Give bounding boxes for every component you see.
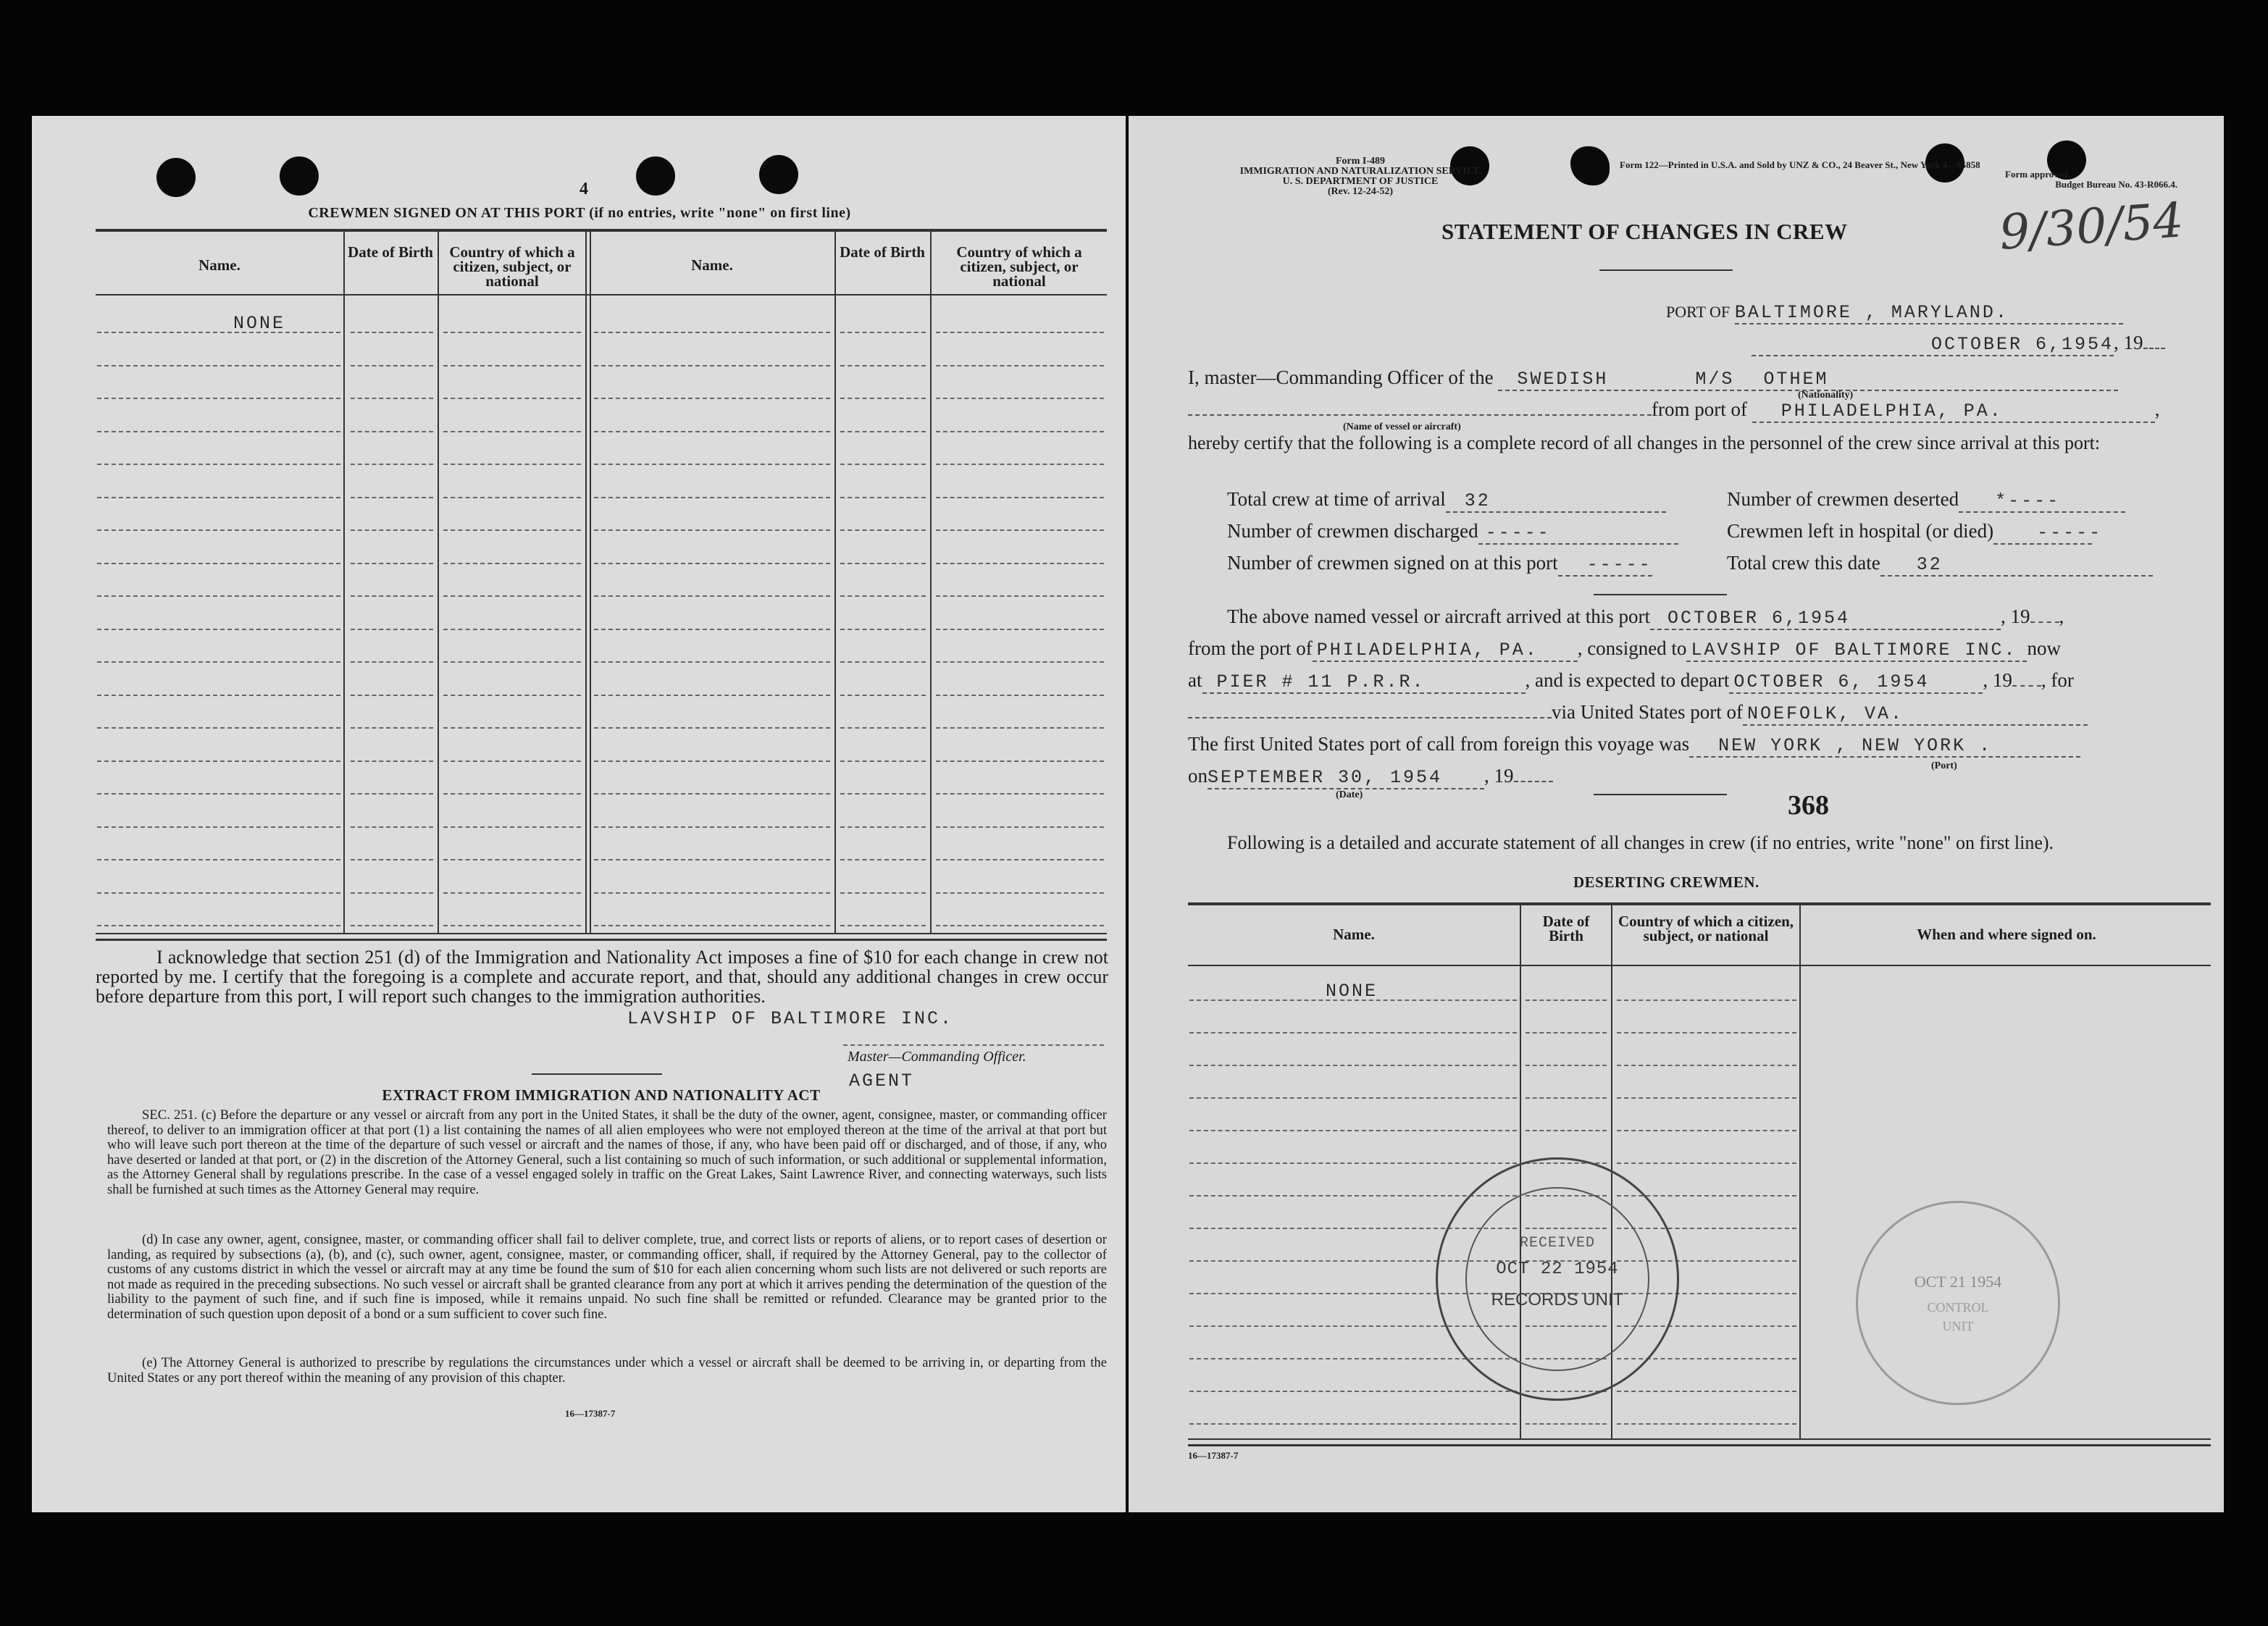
col-header-country-2: Country of which a citizen, subject, or national xyxy=(956,243,1082,290)
ruled-line xyxy=(840,398,926,399)
ruled-line xyxy=(594,892,830,894)
ruled-line xyxy=(594,595,830,597)
ruled-line xyxy=(351,727,433,729)
ruled-line xyxy=(594,431,830,432)
printer-line: Form 122—Printed in U.S.A. and Sold by UNZ & CO., 24 Beaver St., New York 4—65858 xyxy=(1620,159,1980,170)
ruled-line xyxy=(351,529,433,531)
ruled-line xyxy=(97,563,340,564)
ruled-line xyxy=(443,925,581,926)
footer-code: 16—17387-7 xyxy=(565,1408,616,1419)
ruled-line xyxy=(594,563,830,564)
via-line: via United States port of NOEFOLK, VA. xyxy=(1188,701,2088,726)
ruled-line xyxy=(936,695,1104,696)
ruled-line xyxy=(840,793,926,795)
nationality-caption: (Nationality) xyxy=(1798,390,1854,401)
form-header xyxy=(1187,156,1534,197)
col-header-name: Name. xyxy=(198,256,240,274)
ruled-line xyxy=(1189,1391,1517,1392)
depart-value: OCTOBER 6, 1954 xyxy=(1729,671,1983,694)
ruled-line xyxy=(97,859,340,860)
col-header-country: Country of which a citizen, subject, or national xyxy=(449,243,575,290)
ruled-line xyxy=(97,727,340,729)
ruled-line xyxy=(936,431,1104,432)
ruled-line xyxy=(936,892,1104,894)
section-e-text: (e) The Attorney General is authorized to prescribe by regulations the circumstances under which a vessel or aircraft shall be deemed to be arriving in, or departing from the United States or any port thereof within the meaning of any provision of this chapter. xyxy=(107,1355,1107,1386)
discharged-line: Number of crewmen discharged ----- xyxy=(1227,520,1678,545)
ruled-line xyxy=(936,925,1104,926)
ruled-line xyxy=(443,760,581,762)
section-c-text: SEC. 251. (c) Before the departure or any vessel or aircraft from any port in the United States, it shall be the duty of the owner, agent, consignee, master, or commanding officer thereof, to deliver to an immigration officer at that port (1) a list containing the names of all alien employees who were not employed thereon at the time of the arrival at that port but who will leave such port thereon at the time of the departure of such vessel or aircraft and the names of those, if any, who have been paid off or discharged, and of those, if any, who have deserted or landed at that port, or (2) in the discretion of the Attorney General, such a list containing so much of such information, or such additional or supplemental information, as the Attorney General shall by regulations prescribe. In the case of a vessel engaged solely in traffic on the Great Lakes, Saint Lawrence River, and connecting waterways, such lists shall be furnished at such times as the Attorney General may require. xyxy=(107,1107,1107,1197)
from-port-line: from port of PHILADELPHIA, PA. , xyxy=(1188,398,2159,423)
from-port-of-value: PHILADELPHIA, PA. xyxy=(1313,640,1578,662)
signed-on-value: ----- xyxy=(1558,554,1652,577)
left-page xyxy=(32,116,1126,1512)
ruled-line xyxy=(443,332,581,333)
ruled-line xyxy=(97,398,340,399)
arrived-line: The above named vessel or aircraft arrived at this port OCTOBER 6,1954 , 19 , xyxy=(1227,605,2064,629)
ruled-line xyxy=(351,859,433,860)
ruled-line xyxy=(351,365,433,366)
hospital-line: Crewmen left in hospital (or died) ----- xyxy=(1727,520,2103,543)
ruled-line xyxy=(97,661,340,663)
ruled-line xyxy=(594,529,830,531)
ruled-line xyxy=(1617,1000,1796,1001)
ruled-line xyxy=(840,727,926,729)
signer-label: Master—Commanding Officer. xyxy=(848,1049,1026,1065)
ruled-line xyxy=(1617,1065,1796,1066)
ruled-line xyxy=(97,925,340,926)
ruled-line xyxy=(840,595,926,597)
revision-date: (Rev. 12-24-52) xyxy=(1327,186,1394,197)
ruled-line xyxy=(594,398,830,399)
ruled-line xyxy=(351,563,433,564)
ruled-line xyxy=(443,365,581,366)
ruled-line xyxy=(936,760,1104,762)
arrived-value: OCTOBER 6,1954 xyxy=(1650,608,2001,630)
ruled-line xyxy=(1189,1065,1517,1066)
approval-block: Form approved. Budget Bureau No. 43-R066.4. xyxy=(2005,169,2177,190)
ruled-line xyxy=(936,859,1104,860)
ruled-line xyxy=(443,464,581,465)
ruled-line xyxy=(443,661,581,663)
ruled-line xyxy=(840,563,926,564)
ruled-line xyxy=(840,497,926,498)
col-header-country: Country of which a citizen, subject, or national xyxy=(1618,913,1794,944)
col-header-dob-2: Date of Birth xyxy=(840,243,925,261)
ruled-line xyxy=(351,497,433,498)
agent-label: AGENT xyxy=(849,1070,915,1091)
ruled-line xyxy=(1617,1097,1796,1099)
department-name: U. S. DEPARTMENT OF JUSTICE xyxy=(1282,176,1439,187)
ruled-line xyxy=(443,497,581,498)
page-number: 4 xyxy=(579,180,588,198)
ruled-line xyxy=(840,695,926,696)
ruled-line xyxy=(1617,1130,1796,1131)
ruled-line xyxy=(594,727,830,729)
ruled-line xyxy=(1526,1423,1607,1425)
from-port-of-line: from the port of PHILADELPHIA, PA. , consigned to LAVSHIP OF BALTIMORE INC. now xyxy=(1188,637,2061,661)
ruled-line xyxy=(840,826,926,828)
master-line: I, master—Commanding Officer of the SWEDISH M/S OTHEM xyxy=(1188,366,2118,391)
section-d-text: (d) In case any owner, agent, consignee, master, or commanding officer shall fail to deliver complete, true, and correct lists or reports of aliens, or to report cases of desertion or landing, as required by subsections (a), (b), and (c), such owner, agent, consignee, master, or commanding officer, shall, if required by the Attorney General, pay to the collector of customs of any customs district in which the vessel or aircraft may at any time be found the sum of $10 for each alien concerning whom such lists are not delivered or such reports are not made as required in the preceding subsections. No such vessel or aircraft shall be granted clearance from any port at which it arrives pending the determination of the question of the liability to the payment of such fine, and if such fine is imposed, while it remains unpaid. No such fine shall be remitted or refunded. Clearance may be granted prior to the determination of such question upon deposit of a bond or a sum sufficient to cover such fine. xyxy=(107,1232,1107,1322)
ruled-line xyxy=(443,892,581,894)
ruled-line xyxy=(351,661,433,663)
ruled-line xyxy=(1189,1162,1517,1164)
punch-hole xyxy=(280,156,319,196)
ruled-line xyxy=(936,595,1104,597)
ruled-line xyxy=(840,529,926,531)
ruled-line xyxy=(936,563,1104,564)
ruled-line xyxy=(97,365,340,366)
following-text: Following is a detailed and accurate statement of all changes in crew (if no entries, write "none" on first line). xyxy=(1227,832,2054,853)
via-value: NOEFOLK, VA. xyxy=(1743,703,2088,726)
ruled-line xyxy=(97,826,340,828)
ruled-line xyxy=(97,595,340,597)
section-title: CREWMEN SIGNED ON AT THIS PORT (if no entries, write "none" on first line) xyxy=(308,205,851,221)
ruled-line xyxy=(594,497,830,498)
received-stamp: RECEIVED OCT 22 1954 RECORDS UNIT xyxy=(1436,1157,1679,1401)
ruled-line xyxy=(594,661,830,663)
ruled-line xyxy=(594,695,830,696)
ruled-line xyxy=(840,365,926,366)
ruled-line xyxy=(443,563,581,564)
ruled-line xyxy=(351,695,433,696)
ruled-line xyxy=(97,497,340,498)
deserted-line: Number of crewmen deserted *---- xyxy=(1727,488,2125,513)
date-line: OCTOBER 6,1954, 19 xyxy=(1752,332,2165,356)
ruled-line xyxy=(1189,1097,1517,1099)
ruled-line xyxy=(936,727,1104,729)
date-caption: (Date) xyxy=(1336,789,1363,800)
ruled-line xyxy=(443,529,581,531)
ruled-line xyxy=(936,497,1104,498)
handwritten-date: 9/30/54 xyxy=(1997,192,2185,261)
port-caption: (Port) xyxy=(1931,760,1957,771)
ruled-line xyxy=(1617,1162,1796,1164)
ruled-line xyxy=(97,431,340,432)
voyage-date-value: SEPTEMBER 30, 1954 xyxy=(1208,767,1484,789)
ruled-line xyxy=(97,760,340,762)
ruled-line xyxy=(936,826,1104,828)
ruled-line xyxy=(1526,1000,1607,1001)
ruled-line xyxy=(97,629,340,630)
ruled-line xyxy=(351,464,433,465)
extract-title: EXTRACT FROM IMMIGRATION AND NATIONALITY ACT xyxy=(382,1086,821,1104)
ruled-line xyxy=(443,431,581,432)
ruled-line xyxy=(351,826,433,828)
ruled-line xyxy=(1526,1097,1607,1099)
right-page xyxy=(1129,116,2224,1512)
ruled-line xyxy=(840,661,926,663)
ruled-line xyxy=(351,629,433,630)
ruled-line xyxy=(594,859,830,860)
pier-value: PIER # 11 P.R.R. xyxy=(1202,671,1526,694)
ruled-line xyxy=(97,695,340,696)
ruled-line xyxy=(97,793,340,795)
ruled-line xyxy=(594,760,830,762)
ruled-line xyxy=(936,661,1104,663)
ruled-line xyxy=(936,365,1104,366)
ruled-line xyxy=(1189,1423,1517,1425)
ruled-line xyxy=(351,595,433,597)
ruled-line xyxy=(1617,1423,1796,1425)
ruled-line xyxy=(1526,1032,1607,1034)
punch-hole xyxy=(156,158,196,197)
ruled-line xyxy=(594,629,830,630)
ruled-line xyxy=(351,760,433,762)
signed-on-line: Number of crewmen signed on at this port ----- xyxy=(1227,552,1652,575)
ruled-line xyxy=(443,727,581,729)
ruled-line xyxy=(936,629,1104,630)
ruled-line xyxy=(936,464,1104,465)
first-entry: NONE xyxy=(233,313,286,334)
form-number: Form I-489 xyxy=(1335,156,1386,167)
ruled-line xyxy=(840,431,926,432)
first-entry: NONE xyxy=(1326,981,1378,1002)
ruled-line xyxy=(594,925,830,926)
ruled-line xyxy=(840,760,926,762)
col-header-name-2: Name. xyxy=(691,256,733,274)
ruled-line xyxy=(1189,1032,1517,1034)
discharged-value: ----- xyxy=(1478,522,1678,545)
ruled-line xyxy=(840,892,926,894)
ruled-line xyxy=(351,925,433,926)
total-date-line: Total crew this date 32 xyxy=(1727,552,2153,577)
ruled-line xyxy=(840,925,926,926)
col-header-dob: Date of Birth xyxy=(1542,913,1590,944)
col-header-name: Name. xyxy=(1333,926,1375,943)
deserted-value: *---- xyxy=(1959,490,2125,513)
first-port-value: NEW YORK , NEW YORK . xyxy=(1689,735,2080,758)
deserting-title: DESERTING CREWMEN. xyxy=(1573,873,1759,891)
ruled-line xyxy=(936,793,1104,795)
col-header-dob: Date of Birth xyxy=(348,243,433,261)
total-date-value: 32 xyxy=(1880,554,2153,577)
pier-line: at PIER # 11 P.R.R. , and is expected to depart OCTOBER 6, 1954 , 19 , for xyxy=(1188,669,2074,692)
total-arrival-value: 32 xyxy=(1446,490,1666,513)
ruled-line xyxy=(351,431,433,432)
ruled-line xyxy=(594,332,830,333)
company-name: LAVSHIP OF BALTIMORE INC. xyxy=(627,1008,954,1029)
acknowledgment-text: I acknowledge that section 251 (d) of the Immigration and Nationality Act imposes a fine of $10 for each change in crew not reported by me. I certify that the foregoing is a complete and accurate report, and that, should any additional changes in crew occur before departure from this port, I will report such changes to the immigration authorities. xyxy=(96,947,1108,1007)
ruled-line xyxy=(443,695,581,696)
port-of-line: PORT OF BALTIMORE , MARYLAND. xyxy=(1666,300,2123,324)
ruled-line xyxy=(443,595,581,597)
ruled-line xyxy=(351,892,433,894)
ruled-line xyxy=(594,464,830,465)
consigned-to-value: LAVSHIP OF BALTIMORE INC. xyxy=(1686,640,2027,662)
hospital-value: ----- xyxy=(1993,522,2092,545)
ruled-line xyxy=(351,398,433,399)
punch-hole xyxy=(636,156,675,196)
ruled-line xyxy=(1526,1130,1607,1131)
ruled-line xyxy=(97,529,340,531)
ruled-line xyxy=(840,859,926,860)
ruled-line xyxy=(1617,1032,1796,1034)
agency-name: IMMIGRATION AND NATURALIZATION SERVICE xyxy=(1239,166,1481,177)
punch-hole xyxy=(759,155,798,194)
ruled-line xyxy=(594,826,830,828)
ruled-line xyxy=(443,859,581,860)
ruled-line xyxy=(1526,1065,1607,1066)
total-arrival-line: Total crew at time of arrival 32 xyxy=(1227,488,1666,513)
ruled-line xyxy=(97,332,340,333)
certify-text: hereby certify that the following is a complete record of all changes in the personnel of the crew since arrival at this port: xyxy=(1188,432,2101,453)
ruled-line xyxy=(936,529,1104,531)
voyage-date-line: onSEPTEMBER 30, 1954 , 19 xyxy=(1188,765,1553,789)
vessel-nationality-and-name: SWEDISH M/S OTHEM xyxy=(1498,369,2118,391)
ruled-line xyxy=(351,332,433,333)
footer-code: 16—17387-7 xyxy=(1188,1450,1239,1461)
vessel-caption: (Name of vessel or aircraft) xyxy=(1343,422,1461,432)
control-unit-stamp: OCT 21 1954 CONTROL UNIT xyxy=(1856,1201,2060,1405)
form-title: STATEMENT OF CHANGES IN CREW xyxy=(1441,219,1848,244)
ruled-line xyxy=(1189,1130,1517,1131)
ruled-line xyxy=(594,793,830,795)
ruled-line xyxy=(936,398,1104,399)
ruled-line xyxy=(443,629,581,630)
ruled-line xyxy=(351,793,433,795)
form-serial-number: 368 xyxy=(1788,790,1829,821)
ruled-line xyxy=(1617,1391,1796,1392)
ruled-line xyxy=(594,365,830,366)
port-value: BALTIMORE , MARYLAND. xyxy=(1735,302,2123,324)
ruled-line xyxy=(97,892,340,894)
col-header-when-where: When and where signed on. xyxy=(1917,926,2096,943)
ruled-line xyxy=(97,464,340,465)
ruled-line xyxy=(840,332,926,333)
ruled-line xyxy=(443,826,581,828)
ruled-line xyxy=(443,793,581,795)
first-port-line: The first United States port of call from foreign this voyage was NEW YORK , NEW YORK . xyxy=(1188,733,2080,758)
ruled-line xyxy=(936,332,1104,333)
report-date: OCTOBER 6,1954 xyxy=(1752,334,2114,356)
ruled-line xyxy=(443,398,581,399)
punch-hole xyxy=(1570,146,1610,185)
from-port-value: PHILADELPHIA, PA. xyxy=(1752,401,2155,423)
ruled-line xyxy=(840,464,926,465)
ruled-line xyxy=(840,629,926,630)
